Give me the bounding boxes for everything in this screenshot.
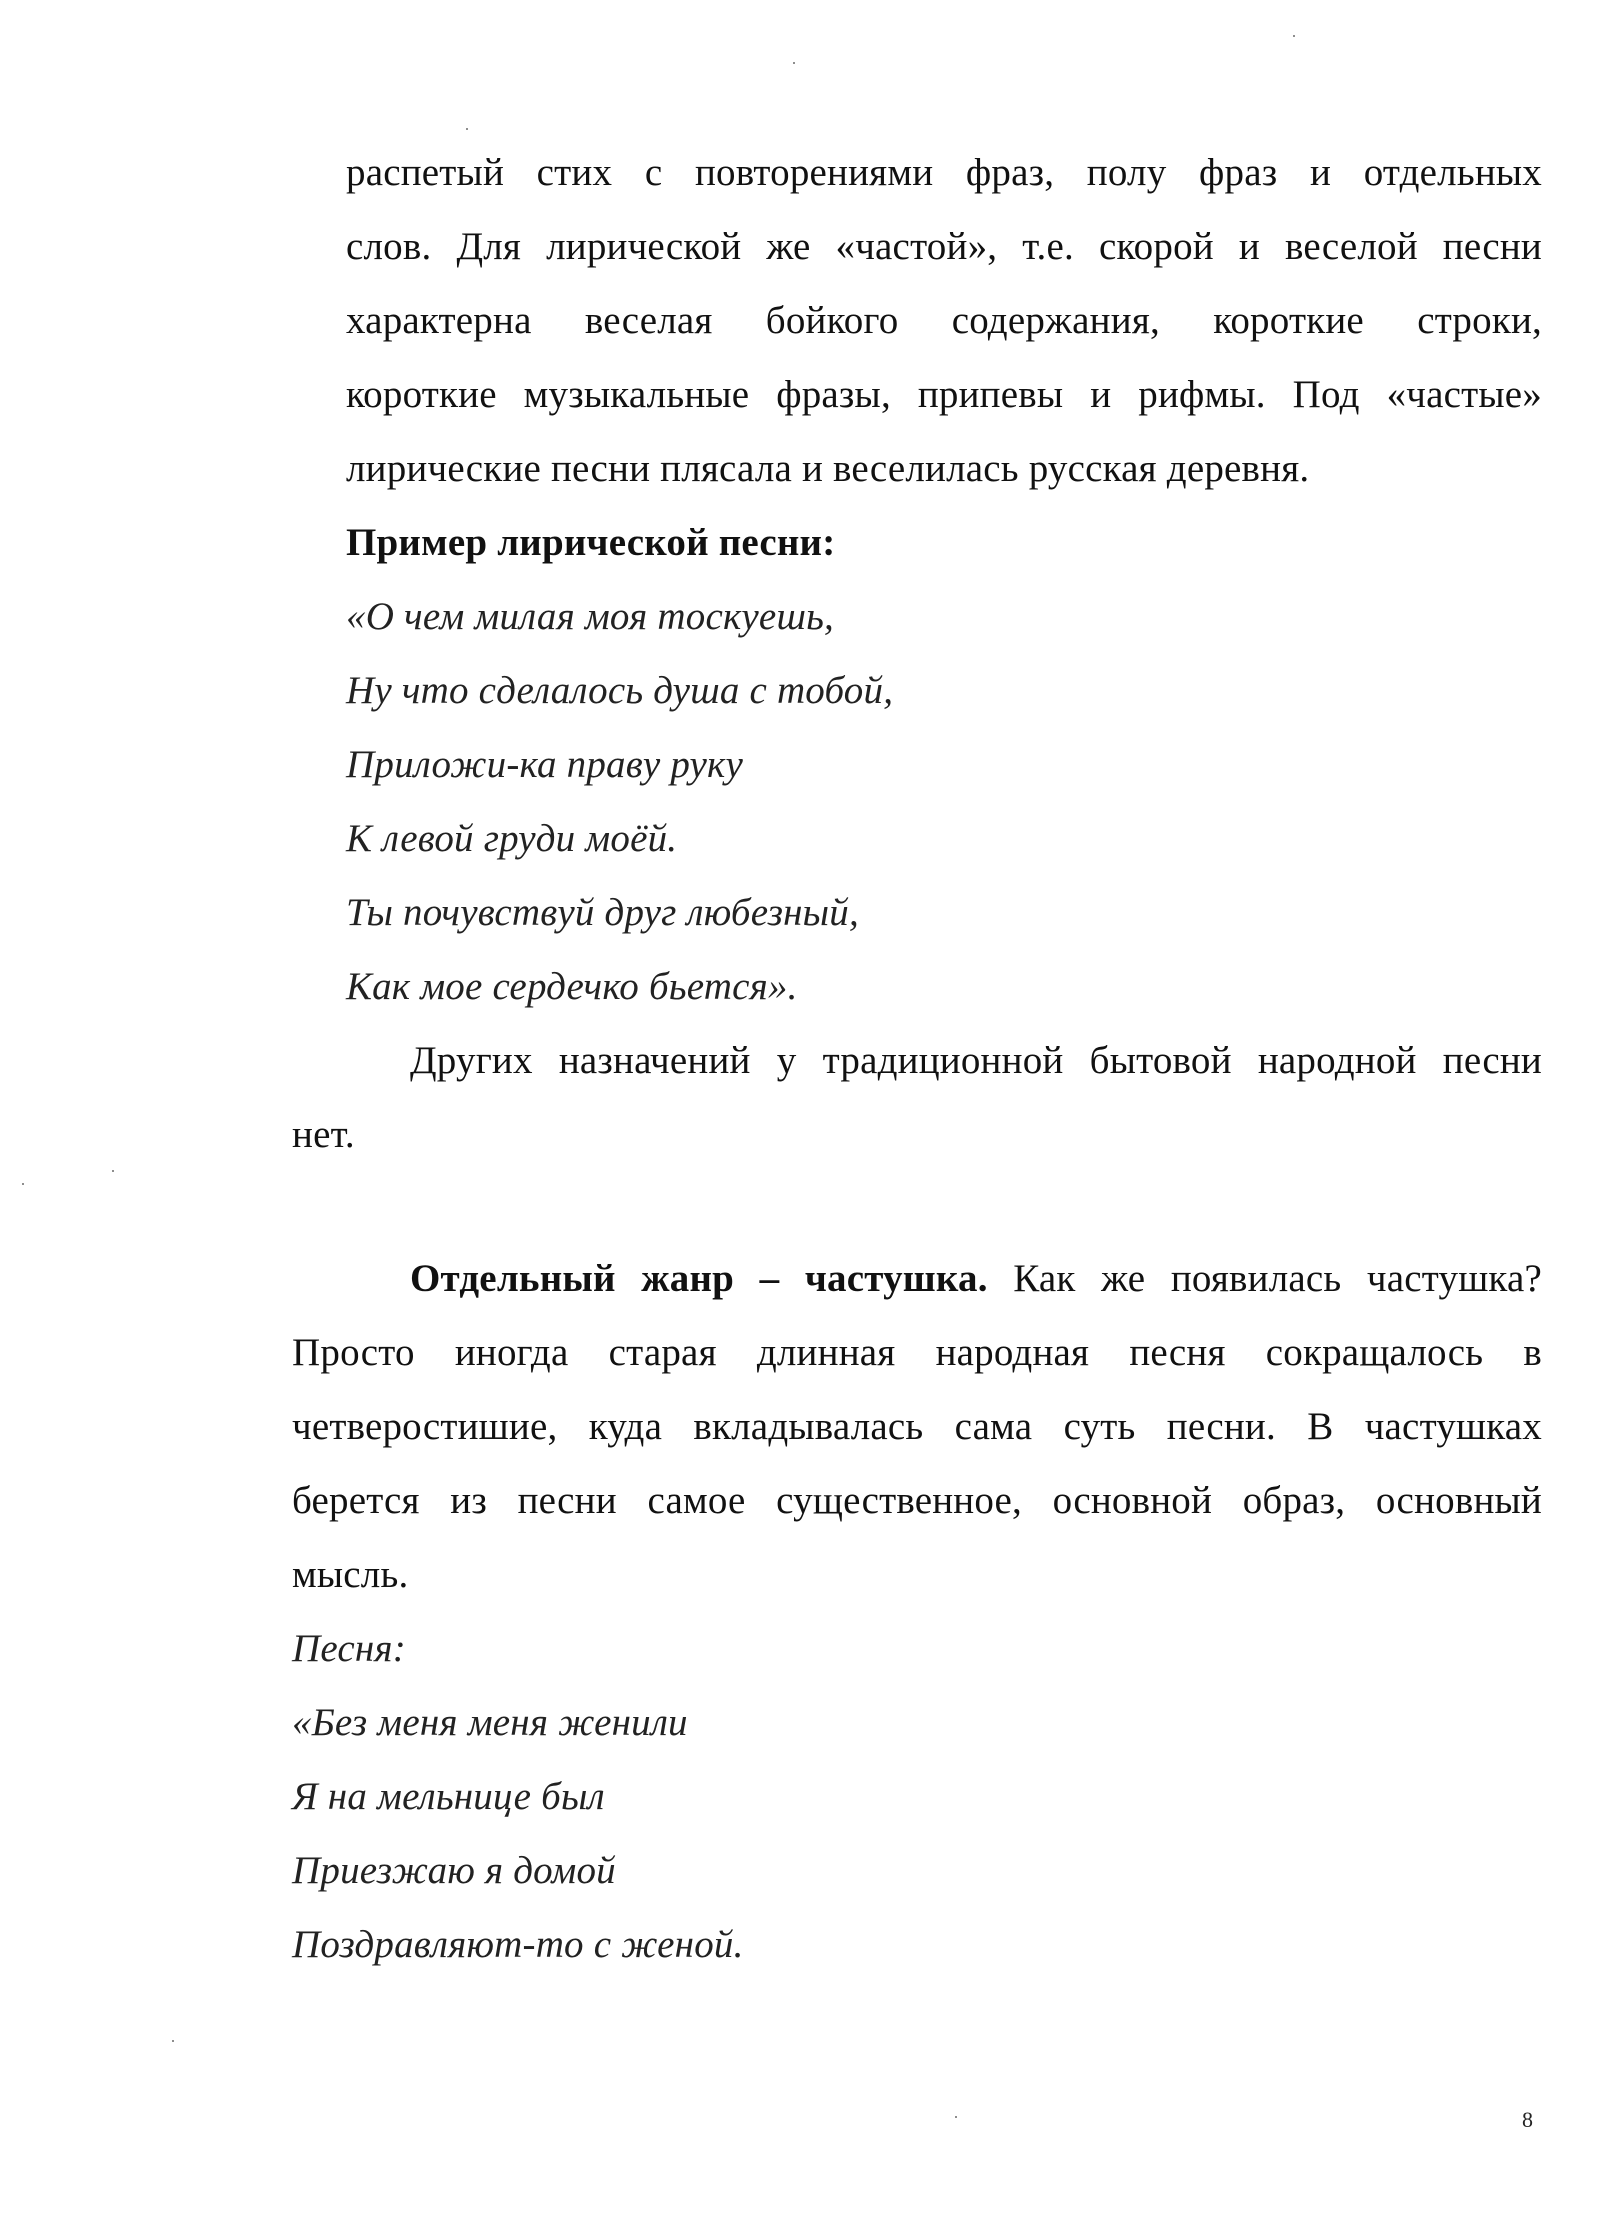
scan-speck xyxy=(22,1183,24,1185)
verse-line: Ты почувствуй друг любезный, xyxy=(346,891,859,934)
verse-line: Поздравляют-то с женой. xyxy=(292,1923,744,1966)
verse-line: «О чем милая моя тоскуешь, xyxy=(346,595,834,638)
paragraph-line: характерна веселая бойкого содержания, короткие строки, xyxy=(346,299,1542,342)
paragraph-line: нет. xyxy=(292,1113,355,1156)
scan-speck xyxy=(955,2116,957,2118)
paragraph-line xyxy=(410,1256,1542,1302)
scan-speck xyxy=(172,2040,174,2042)
verse-line: Приезжаю я домой xyxy=(292,1849,616,1892)
paragraph-line: Других назначений у традиционной бытовой народной песни xyxy=(410,1039,1542,1082)
paragraph-line: лирические песни плясала и веселилась русская деревня. xyxy=(346,447,1310,490)
verse-line: Ну что сделалось душа с тобой, xyxy=(346,669,894,712)
song-label: Песня: xyxy=(292,1627,406,1670)
verse-line: Я на мельнице был xyxy=(292,1775,605,1818)
lyric-example-heading: Пример лирической песни: xyxy=(346,521,836,564)
scan-speck xyxy=(466,128,468,130)
paragraph-line: Просто иногда старая длинная народная песня сокращалось в xyxy=(292,1331,1542,1374)
paragraph-line: слов. Для лирической же «частой», т.е. скорой и веселой песни xyxy=(346,225,1542,268)
verse-line: Приложи-ка праву руку xyxy=(346,743,743,786)
scan-speck xyxy=(112,1170,114,1172)
paragraph-line: короткие музыкальные фразы, припевы и рифмы. Под «частые» xyxy=(346,373,1542,416)
verse-line: Как мое сердечко бьется». xyxy=(346,965,798,1008)
paragraph-line: берется из песни самое существенное, основной образ, основный xyxy=(292,1479,1542,1522)
genre-lead-text: Отдельный жанр – частушка. xyxy=(410,1257,988,1300)
paragraph-line: четверостишие, куда вкладывалась сама суть песни. В частушках xyxy=(292,1405,1542,1448)
verse-line: «Без меня меня женили xyxy=(292,1701,688,1744)
scan-speck xyxy=(1293,35,1295,37)
paragraph-line: мысль. xyxy=(292,1553,409,1596)
scan-speck xyxy=(793,62,795,64)
page-number: 8 xyxy=(1522,2107,1533,2132)
verse-line: К левой груди моёй. xyxy=(346,817,678,860)
paragraph-line: распетый стих с повторениями фраз, полу фраз и отдельных xyxy=(346,151,1542,194)
genre-question-text: Как же появилась частушка? xyxy=(987,1257,1543,1300)
